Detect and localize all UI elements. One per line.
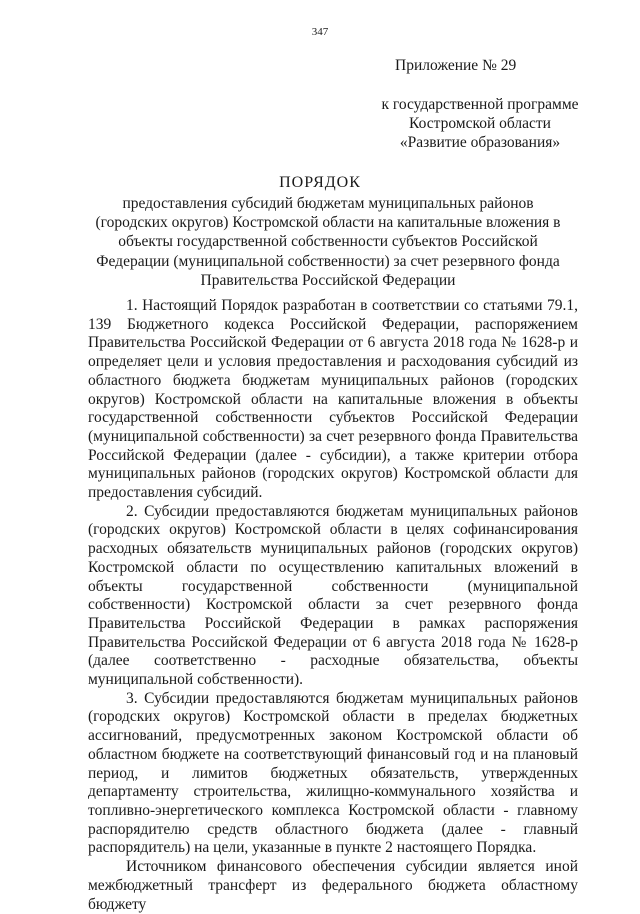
paragraph-4: Источником финансового обеспечения субсидии является иной межбюджетный трансферт из федерального бюджета областному бюджету: [88, 858, 578, 913]
page-number: 347: [311, 26, 329, 38]
appendix-title: Приложение № 29: [395, 57, 517, 74]
appendix-ref-line: к государственной программе: [381, 96, 579, 113]
document-subtitle: предоставления субсидий бюджетам муниципальных районов (городских округов) Костромской области на капитальные вложения в объекты государственной собственности субъектов Российской Федерации (муниципальной собственности) за счет резервного фонда Правительства Российской Федерации: [95, 195, 561, 289]
paragraph-2: 2. Субсидии предоставляются бюджетам муниципальных районов (городских округов) Костромской области в целях софинансирования расходных обязательств муниципальных районов (городских округов) Костромской области по осуществлению капитальных вложений в объекты государственной собственности (муниципальной собственности) Костромской области за счет резервного фонда Правительства Российской Федерации в рамках распоряжения Правительства Российской Федерации от 6 августа 2018 года № 1628-р (далее соответственно - расходные обязательства, объекты муниципальной собственности).: [88, 502, 578, 689]
document-body: [88, 297, 578, 914]
paragraph-1: 1. Настоящий Порядок разработан в соответствии со статьями 79.1, 139 Бюджетного кодекса Российской Федерации, распоряжением Правительства Российской Федерации от 6 августа 2018 года № 1628-р и определяет цели и условия предоставления и расходования субсидий из областного бюджета бюджетам муниципальных районов (городских округов) Костромской области на капитальные вложения в объекты государственной собственности субъектов Российской Федерации (муниципальной собственности) за счет резервного фонда Правительства Российской Федерации (далее - субсидии), а также критерии отбора муниципальных районов (городских округов) Костромской области для предоставления субсидий.: [88, 297, 578, 502]
paragraph-3: 3. Субсидии предоставляются бюджетам муниципальных районов (городских округов) Костромской области в пределах бюджетных ассигнований, предусмотренных законом Костромской области об областном бюджете на соответствующий финансовый год и на плановый период, и лимитов бюджетных обязательств, утвержденных департаменту строительства, жилищно-коммунального хозяйства и топливно-энергетического комплекса Костромской области - главному распорядителю средств областного бюджета (далее - главный распорядитель) на цели, указанные в пункте 2 настоящего Порядка.: [88, 689, 578, 857]
appendix-reference: [360, 95, 600, 152]
document-title: ПОРЯДОК: [279, 174, 361, 191]
appendix-ref-line: «Развитие образования»: [399, 134, 561, 151]
appendix-ref-line: Костромской области: [409, 115, 551, 132]
